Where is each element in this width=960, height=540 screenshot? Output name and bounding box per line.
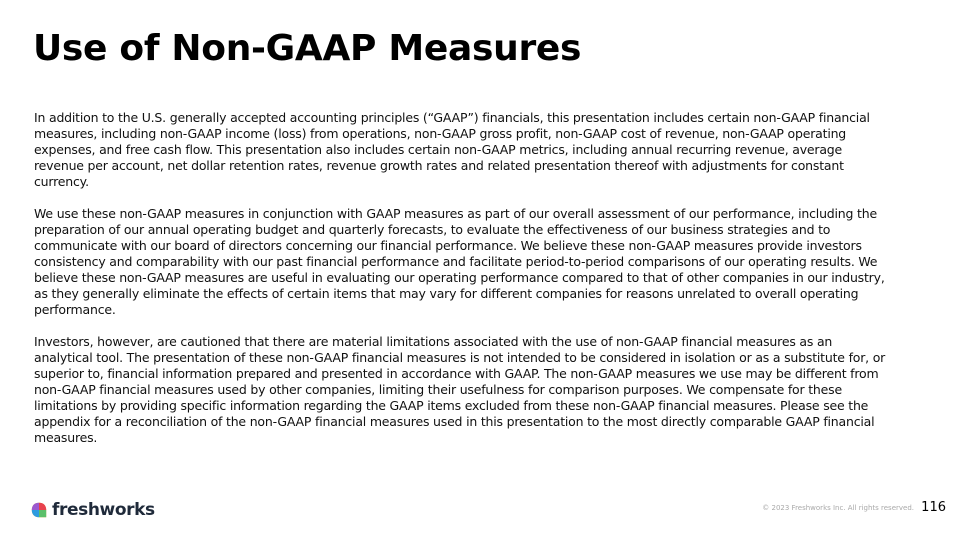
logo-wordmark: freshworks [52, 500, 155, 520]
freshworks-logo [30, 497, 155, 523]
paragraph-intro: In addition to the U.S. generally accepted accounting principles (“GAAP”) financials, this presentation includes certain non-GAAP financial measures, including non-GAAP income (loss) from operations, non-GAAP gross profit, non-GAAP cost of revenue, non-GAAP operating expenses, and free cash flow. This presentation also includes certain non-GAAP metrics, including annual recurring revenue, average revenue per account, net dollar retention rates, revenue growth rates and related presentation thereof with adjustments for constant currency. [34, 110, 870, 189]
body-text [34, 110, 890, 462]
paragraph-usage: We use these non-GAAP measures in conjunction with GAAP measures as part of our overall assessment of our performance, including the preparation of our annual operating budget and quarterly forecasts, to evaluate the effectiveness of our business strategies and to communicate with our board of directors concerning our financial performance. We believe these non-GAAP measures provide investors consistency and comparability with our past financial performance and facilitate period-to-period comparisons of our operating results. We believe these non-GAAP measures are useful in evaluating our operating performance compared to that of other companies in our industry, as they generally eliminate the effects of certain items that may vary for different companies for reasons unrelated to overall operating performance. [34, 206, 885, 317]
page-title: Use of Non-GAAP Measures [33, 28, 582, 69]
paragraph-limitations: Investors, however, are cautioned that there are material limitations associated with the use of non-GAAP financial measures as an analytical tool. The presentation of these non-GAAP financial measures is not intended to be considered in isolation or as a substitute for, or superior to, financial information prepared and presented in accordance with GAAP. The non-GAAP measures we use may be different from non-GAAP financial measures used by other companies, limiting their usefulness for comparison purposes. We compensate for these limitations by providing specific information regarding the GAAP items excluded from these non-GAAP financial measures. Please see the appendix for a reconciliation of the non-GAAP financial measures used in this presentation to the most directly comparable GAAP financial measures. [34, 334, 886, 445]
copyright-notice: © 2023 Freshworks Inc. All rights reserved. [762, 504, 914, 512]
page-number: 116 [921, 500, 946, 515]
freshworks-logo-icon [30, 501, 48, 519]
